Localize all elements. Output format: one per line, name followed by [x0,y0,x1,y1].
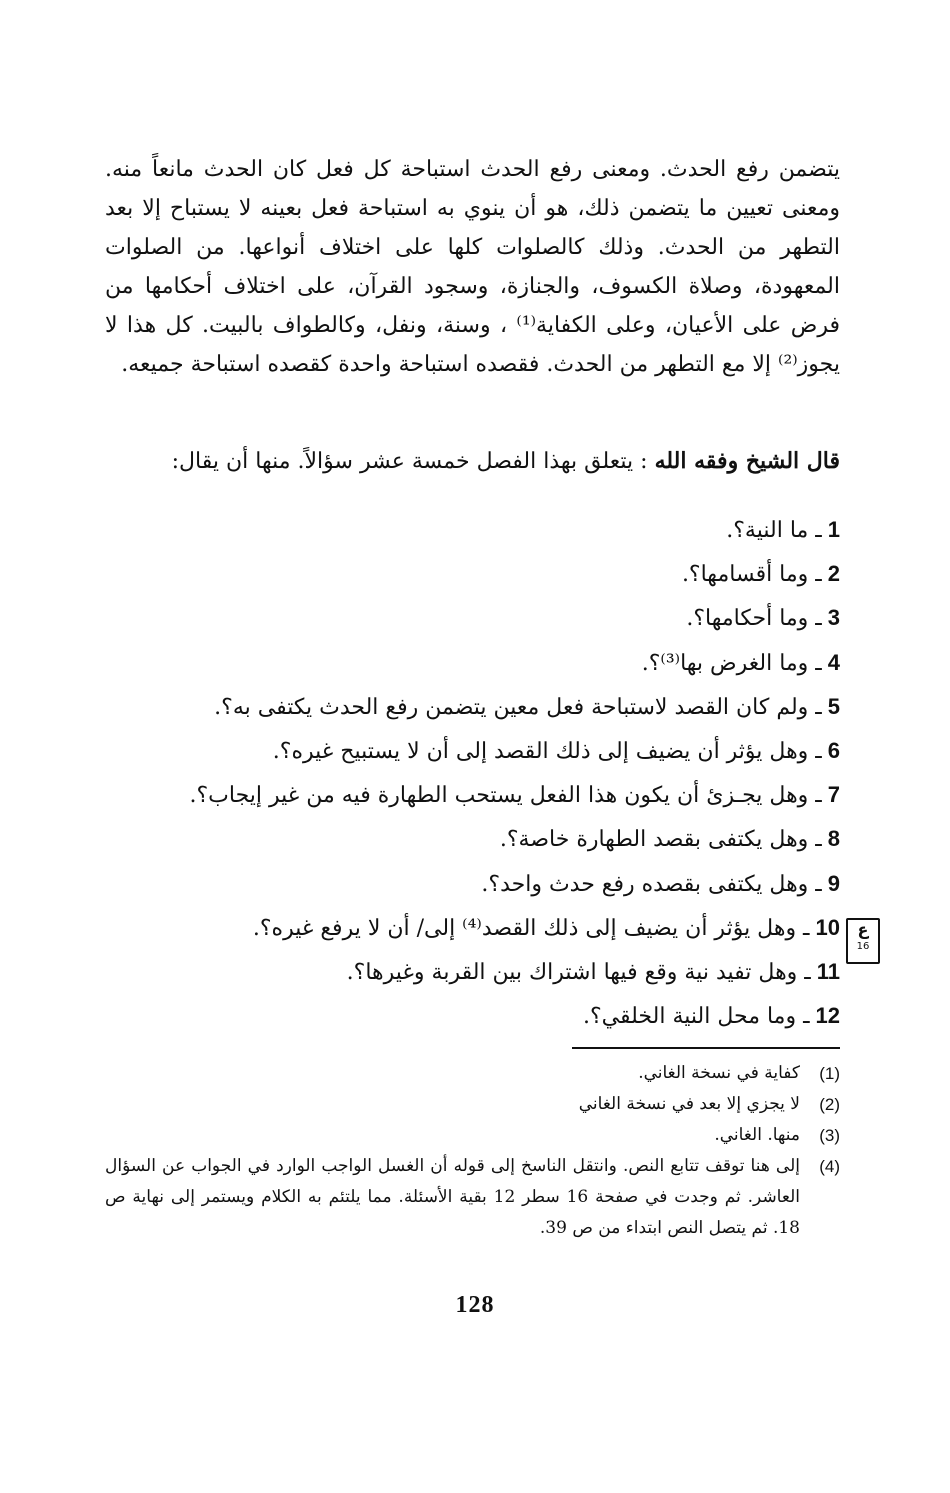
question-item [150,641,840,685]
question-number: 12 [815,1003,840,1029]
question-item [150,906,840,950]
question-item [150,817,840,861]
question-item [150,596,840,640]
footnote-divider [572,1047,840,1049]
question-number: 11 [816,958,840,984]
question-number: 2 [827,561,840,587]
question-text: ـ وهل يجـزئ أن يكون هذا الفعل يستحب الطهارة فيه من غير إيجاب؟. [189,783,822,809]
question-number: 10 [815,914,840,940]
question-text: ـ ما النية؟. [726,518,822,543]
main-paragraph [105,150,840,384]
footnotes-list [105,1058,840,1244]
intro-lead: قال الشيخ وفقه الله [654,448,840,474]
question-number: 4 [827,649,840,675]
marker-number: 16 [856,941,870,952]
question-number: 7 [827,782,840,808]
question-number: 9 [827,870,840,896]
footnote-item [105,1151,840,1244]
question-item [150,685,840,729]
question-text: ـ وهل يؤثر أن يضيف إلى ذلك القصد⁽⁴⁾ إلى/ أن لا يرفع غيره؟. [252,915,810,941]
question-number: 3 [827,605,840,631]
question-text: ـ وهل تفيد نية وقع فيها اشتراك بين القربة وغيرها؟. [346,959,811,985]
footnote-item [105,1120,840,1151]
footnote-item [105,1058,840,1089]
question-item [150,950,840,994]
question-text: ـ وما أقسامها؟. [681,562,822,588]
question-text: ـ وما محل النية الخلقي؟. [583,1004,810,1030]
question-text: ـ وهل يكتفى بقصد الطهارة خاصة؟. [499,827,822,853]
footnote-number: (4) [819,1157,840,1176]
question-item [150,552,840,596]
intro-rest: : يتعلق بهذا الفصل خمسة عشر سؤالاً. منها أن يقال: [171,449,648,474]
marker-letter: ع [857,920,869,939]
question-item [150,508,840,552]
question-text: ـ وما أحكامها؟. [686,606,822,632]
question-number: 5 [827,693,840,719]
question-text: ـ وهل يكتفى بقصده رفع حدث واحد؟. [481,871,822,897]
footnote-item [105,1089,840,1120]
questions-list [150,508,840,1038]
footnote-number: (3) [819,1126,840,1145]
footnote-text: منها. الغاني. [714,1125,800,1145]
question-number: 6 [827,737,840,763]
section-intro [105,442,840,481]
question-item [150,862,840,906]
question-item [150,729,840,773]
manuscript-page-marker [846,918,880,964]
footnote-text: لا يجزي إلا بعد في نسخة الغاني [578,1094,800,1114]
question-text: ـ وما الغرض بها⁽³⁾؟. [641,650,822,676]
footnote-text: إلى هنا توقف تتابع النص. وانتقل الناسخ إلى قوله أن الغسل الواجب الوارد في الجواب عن السؤال العاشر. ثم وجدت في صفحة 16 سطر 12 بقية الأسئلة. مما يلتئم به الكلام ويستمر إلى نهاية ص 18. ثم يتصل النص ابتداء من ص 39. [105,1156,800,1238]
question-text: ـ وهل يؤثر أن يضيف إلى ذلك القصد إلى أن لا يستبيح غيره؟. [272,738,822,764]
footnote-number: (1) [819,1064,840,1083]
question-text: ـ ولم كان القصد لاستباحة فعل معين يتضمن رفع الحدث يكتفى به؟. [214,694,822,720]
question-item [150,773,840,817]
footnote-number: (2) [819,1095,840,1114]
footnote-text: كفاية في نسخة الغاني. [638,1063,800,1083]
page-number: 128 [455,1292,495,1318]
question-number: 1 [827,517,840,542]
question-item [150,994,840,1038]
paragraph-text: يتضمن رفع الحدث. ومعنى رفع الحدث استباحة كل فعل كان الحدث مانعاً منه. ومعنى تعيين ما يتضمن ذلك، هو أن ينوي به استباحة فعل بعينه لا يستباح إلا بعد التطهر من الحدث. وذلك كالصلوات كلها على اختلاف أنواعها. من الصلوات المعهودة، وصلاة الكسوف، والجنازة، وسجود القرآن، على اختلاف أحكامها من فرض على الأعيان، وعلى الكفاية⁽¹⁾ ، وسنة، ونفل، وكالطواف بالبيت. كل هذا لا يجوز⁽²⁾ إلا مع التطهر من الحدث. فقصده استباحة واحدة كقصده استباحة جميعه. [105,157,841,377]
question-number: 8 [827,826,840,852]
